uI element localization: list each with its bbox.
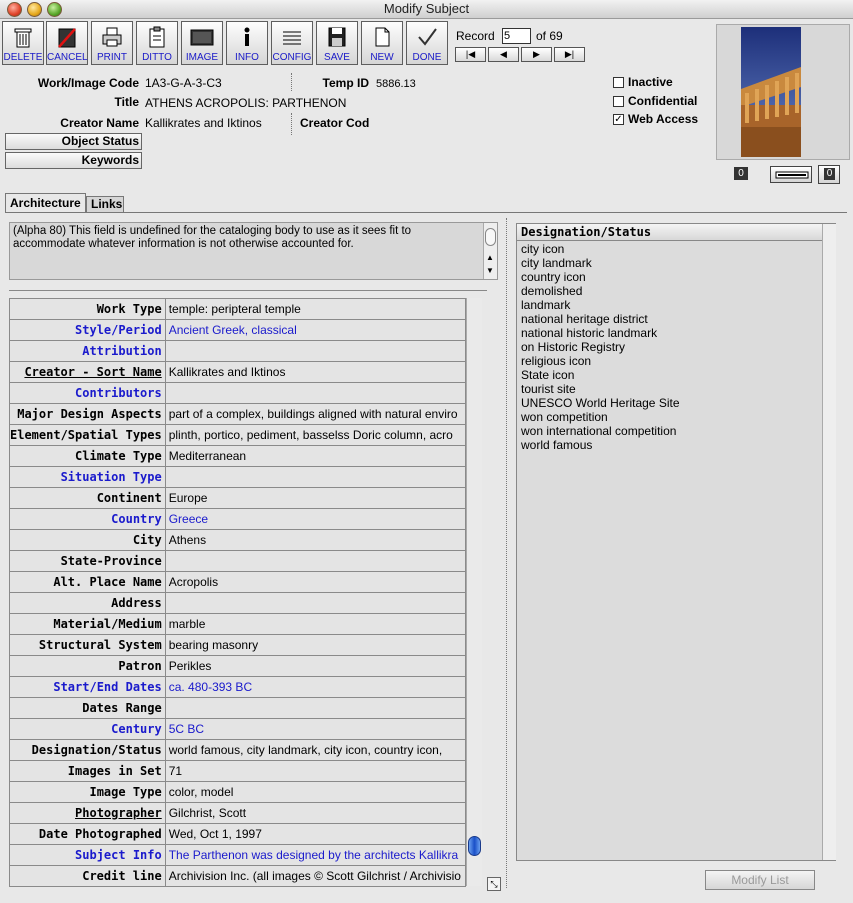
alpha-note-text: (Alpha 80) This field is undefined for the cataloging body to use as it sees fit to accommodate whatever information is not otherwise accounted for.	[13, 225, 412, 250]
last-record-button[interactable]	[554, 47, 585, 62]
save-label: SAVE	[324, 52, 350, 63]
next-icon: ▶	[533, 49, 540, 59]
object-status-button[interactable]: Object Status	[5, 133, 142, 150]
field-value[interactable]	[165, 551, 465, 572]
tab-divider	[5, 212, 847, 213]
field-label: Dates Range	[10, 698, 166, 719]
table-row	[10, 719, 466, 740]
parthenon-thumbnail[interactable]	[741, 27, 801, 157]
field-value[interactable]: 5C BC	[165, 719, 465, 740]
table-row	[10, 404, 466, 425]
field-label: Major Design Aspects	[10, 404, 166, 425]
done-label: DONE	[412, 52, 442, 63]
field-value[interactable]: Perikles	[165, 656, 465, 677]
field-value[interactable]	[165, 593, 465, 614]
scroll-up-icon[interactable]: ▲	[486, 253, 494, 262]
field-value[interactable]: part of a complex, buildings aligned with natural enviro	[165, 404, 465, 425]
field-label[interactable]: Start/End Dates	[10, 677, 166, 698]
field-label: Alt. Place Name	[10, 572, 166, 593]
field-value[interactable]: The Parthenon was designed by the architects Kallikra	[165, 845, 465, 866]
clipboard-icon	[145, 22, 169, 50]
table-row	[10, 761, 466, 782]
field-value[interactable]: Mediterranean	[165, 446, 465, 467]
work-code-label: Work/Image Code	[37, 76, 139, 90]
info-icon	[235, 22, 259, 50]
table-row	[10, 467, 466, 488]
field-label: Continent	[10, 488, 166, 509]
field-label: Climate Type	[10, 446, 166, 467]
print-button[interactable]	[91, 21, 133, 65]
field-value[interactable]: world famous, city landmark, city icon, country icon,	[165, 740, 465, 761]
table-row	[10, 593, 466, 614]
table-row	[10, 383, 466, 404]
list-item[interactable]: tourist site	[521, 382, 576, 396]
window-title: Modify Subject	[383, 1, 470, 16]
field-label[interactable]: Situation Type	[10, 467, 166, 488]
thumbnail-frame	[716, 24, 850, 160]
table-row	[10, 635, 466, 656]
list-item[interactable]: UNESCO World Heritage Site	[521, 396, 680, 410]
field-label: Material/Medium	[10, 614, 166, 635]
info-label: INFO	[235, 52, 259, 63]
scroll-down-icon[interactable]: ▼	[486, 266, 494, 275]
modify-list-button[interactable]: Modify List	[705, 870, 815, 890]
list-item[interactable]: on Historic Registry	[521, 340, 626, 354]
field-label[interactable]: Creator - Sort Name	[10, 362, 166, 383]
field-label: Patron	[10, 656, 166, 677]
field-label: Image Type	[10, 782, 166, 803]
done-button[interactable]	[406, 21, 448, 65]
thumbnail-counter-left: 0	[734, 167, 748, 180]
thumbnail-counter-right[interactable]	[818, 165, 840, 184]
field-label[interactable]: Subject Info	[10, 845, 166, 866]
temp-id-label: Temp ID	[322, 76, 369, 90]
table-row	[10, 782, 466, 803]
field-label: Element/Spatial Types	[10, 425, 166, 446]
record-number-input[interactable]	[502, 28, 531, 44]
tab-architecture[interactable]: Architecture	[5, 193, 86, 212]
info-button[interactable]	[226, 21, 268, 65]
record-label: Record	[456, 29, 495, 43]
new-label: NEW	[370, 52, 394, 63]
creator-code-label: Creator Cod	[300, 116, 370, 130]
field-value[interactable]: color, model	[165, 782, 465, 803]
table-row	[10, 824, 466, 845]
table-row	[10, 803, 466, 824]
ditto-label: DITTO	[142, 52, 172, 63]
designation-scrollbar[interactable]	[822, 224, 836, 860]
last-icon: ▶|	[564, 49, 575, 59]
web-access-label: Web Access	[628, 112, 699, 126]
first-record-button[interactable]	[455, 47, 486, 62]
field-label: Credit line	[10, 866, 166, 887]
field-value[interactable]: temple: peripteral temple	[165, 299, 465, 320]
field-value[interactable]: Europe	[165, 488, 465, 509]
field-value[interactable]: ca. 480-393 BC	[165, 677, 465, 698]
table-row	[10, 740, 466, 761]
field-label: Date Photographed	[10, 824, 166, 845]
field-label[interactable]: Style/Period	[10, 320, 166, 341]
field-value[interactable]	[165, 467, 465, 488]
field-value[interactable]: Ancient Greek, classical	[165, 320, 465, 341]
table-row	[10, 866, 466, 887]
table-row	[10, 362, 466, 383]
cancel-icon	[55, 22, 79, 50]
table-row	[10, 572, 466, 593]
designation-header	[517, 224, 822, 241]
delete-button[interactable]	[2, 21, 44, 65]
table-row	[10, 614, 466, 635]
previous-record-button[interactable]	[488, 47, 519, 62]
list-item[interactable]: city icon	[521, 242, 565, 256]
table-row	[10, 551, 466, 572]
field-value[interactable]	[165, 383, 465, 404]
list-item[interactable]: city landmark	[521, 256, 592, 270]
designation-list	[521, 242, 821, 452]
image-icon	[188, 22, 216, 50]
section-divider	[9, 290, 487, 291]
field-label[interactable]: Photographer	[10, 803, 166, 824]
list-item[interactable]: country icon	[521, 270, 586, 284]
alpha-note-box[interactable]	[9, 222, 498, 280]
new-button[interactable]	[361, 21, 403, 65]
field-value[interactable]: marble	[165, 614, 465, 635]
previous-icon: ◀	[500, 49, 507, 59]
save-button[interactable]	[316, 21, 358, 65]
thumbnail-counter-right-value: 0	[824, 168, 835, 180]
panel-divider	[506, 218, 507, 888]
list-item[interactable]: landmark	[521, 298, 571, 312]
new-document-icon	[370, 22, 394, 50]
table-row	[10, 425, 466, 446]
grid-scroll-thumb[interactable]	[468, 836, 481, 856]
floppy-disk-icon	[325, 22, 349, 50]
work-code-value[interactable]: 1A3-G-A-3-C3	[145, 76, 222, 90]
field-value[interactable]	[165, 698, 465, 719]
field-value[interactable]: Archivision Inc. (all images © Scott Gilchrist / Archivisio	[165, 866, 465, 887]
config-label: CONFIG	[272, 52, 312, 63]
table-row	[10, 677, 466, 698]
field-label: Structural System	[10, 635, 166, 656]
image-button[interactable]	[181, 21, 223, 65]
table-row	[10, 488, 466, 509]
ditto-button[interactable]	[136, 21, 178, 65]
list-item[interactable]: won competition	[521, 410, 608, 424]
note-scroll-thumb[interactable]	[485, 228, 496, 246]
field-value[interactable]: Wed, Oct 1, 1997	[165, 824, 465, 845]
inactive-checkbox[interactable]	[613, 77, 624, 88]
table-row	[10, 698, 466, 719]
inactive-label: Inactive	[628, 75, 673, 89]
table-row	[10, 299, 466, 320]
tab-links[interactable]: Links	[86, 196, 124, 212]
confidential-label: Confidential	[628, 94, 698, 108]
table-row	[10, 509, 466, 530]
table-row	[10, 341, 466, 362]
table-row	[10, 656, 466, 677]
field-label: City	[10, 530, 166, 551]
list-icon	[280, 22, 304, 50]
title-value[interactable]: ATHENS ACROPOLIS: PARTHENON	[145, 96, 347, 110]
config-button[interactable]	[271, 21, 313, 65]
designation-header-label: Designation/Status	[521, 225, 652, 239]
field-label[interactable]: Century	[10, 719, 166, 740]
field-value[interactable]: Kallikrates and Iktinos	[165, 362, 465, 383]
image-label: IMAGE	[185, 52, 219, 63]
field-grid-scrollbar[interactable]	[466, 298, 482, 886]
confidential-checkbox[interactable]	[613, 96, 624, 107]
print-label: PRINT	[97, 52, 127, 63]
field-value[interactable]: Acropolis	[165, 572, 465, 593]
field-value[interactable]: plinth, portico, pediment, basselss Doric column, acro	[165, 425, 465, 446]
list-item[interactable]: world famous	[521, 438, 593, 452]
resize-grip-icon[interactable]: ⤡	[487, 877, 501, 891]
divider	[291, 73, 292, 91]
field-value[interactable]: bearing masonry	[165, 635, 465, 656]
creator-name-label: Creator Name	[60, 116, 139, 130]
field-value[interactable]: Gilchrist, Scott	[165, 803, 465, 824]
field-label[interactable]: Contributors	[10, 383, 166, 404]
field-label: Designation/Status	[10, 740, 166, 761]
list-item[interactable]: won international competition	[521, 424, 677, 438]
divider	[291, 113, 292, 135]
checkmark-icon	[415, 22, 439, 50]
temp-id-value[interactable]: 5886.13	[376, 78, 416, 90]
thumbnail-view-button[interactable]	[770, 166, 812, 183]
list-item[interactable]: national heritage district	[521, 312, 648, 326]
field-label: Work Type	[10, 299, 166, 320]
next-record-button[interactable]	[521, 47, 552, 62]
delete-label: DELETE	[3, 52, 43, 63]
field-label: State-Province	[10, 551, 166, 572]
keywords-button[interactable]: Keywords	[5, 152, 142, 169]
record-count: of 69	[536, 29, 563, 43]
title-bar	[0, 0, 853, 19]
list-item[interactable]: religious icon	[521, 354, 592, 368]
list-item[interactable]: national historic landmark	[521, 326, 658, 340]
field-value[interactable]: Greece	[165, 509, 465, 530]
field-label: Images in Set	[10, 761, 166, 782]
table-row	[10, 845, 466, 866]
slider-icon	[774, 169, 810, 181]
creator-name-value[interactable]: Kallikrates and Iktinos	[145, 116, 262, 130]
table-row	[10, 530, 466, 551]
trash-icon	[11, 22, 35, 50]
field-value[interactable]: 71	[165, 761, 465, 782]
title-label: Title	[114, 95, 139, 109]
field-label: Address	[10, 593, 166, 614]
field-grid	[9, 298, 466, 887]
first-icon: |◀	[465, 49, 476, 59]
field-value[interactable]	[165, 341, 465, 362]
table-row	[10, 320, 466, 341]
list-item[interactable]: demolished	[521, 284, 583, 298]
cancel-button[interactable]	[46, 21, 88, 65]
list-item[interactable]: State icon	[521, 368, 575, 382]
cancel-label: CANCEL	[47, 52, 88, 63]
printer-icon	[100, 22, 124, 50]
field-label[interactable]: Attribution	[10, 341, 166, 362]
field-value[interactable]: Athens	[165, 530, 465, 551]
field-label[interactable]: Country	[10, 509, 166, 530]
table-row	[10, 446, 466, 467]
web-access-checkbox[interactable]: ✓	[614, 114, 623, 125]
note-scrollbar[interactable]	[483, 223, 497, 279]
